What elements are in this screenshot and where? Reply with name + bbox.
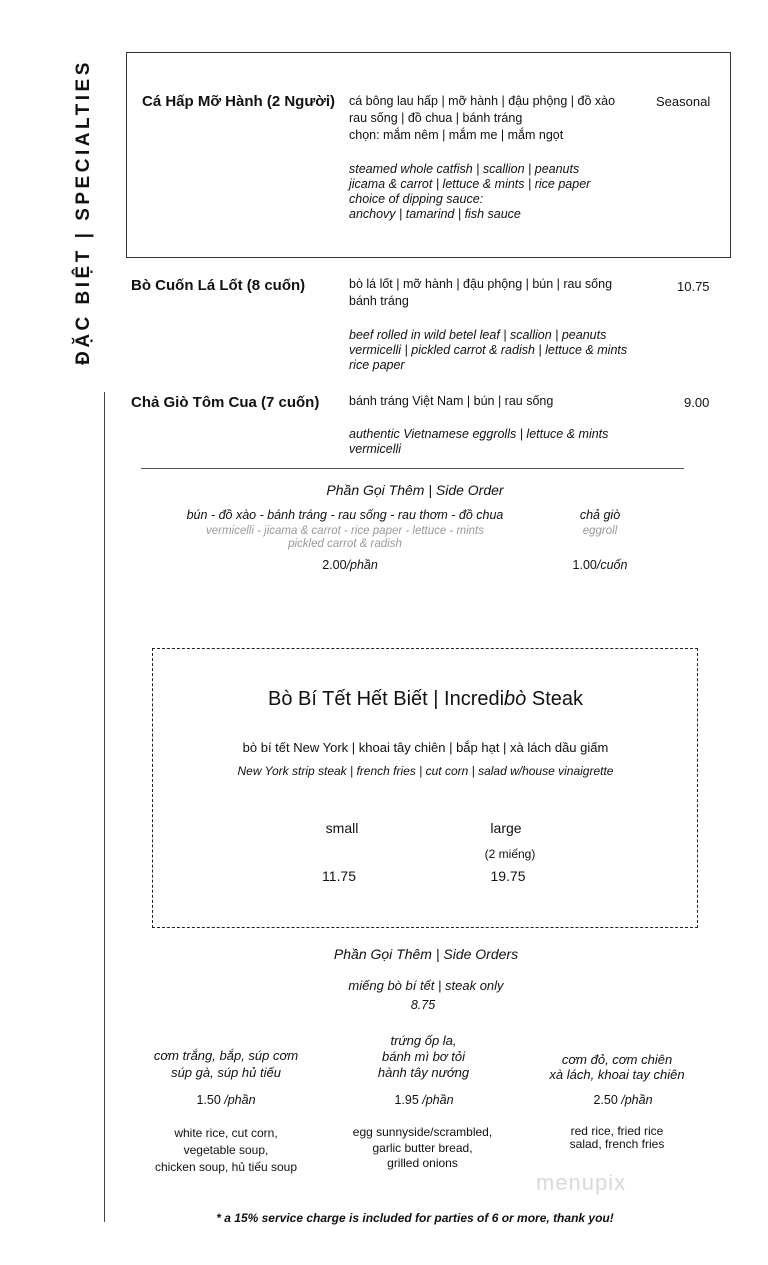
desc-line: authentic Vietnamese eggrolls | lettuce & mints [349, 427, 609, 441]
featured-item-box [126, 52, 731, 258]
side-col-vn [517, 1052, 717, 1082]
desc-line: chicken soup, hủ tiếu soup [154, 1160, 298, 1174]
item-price: Seasonal [656, 94, 711, 109]
desc-line: chọn: mắm nêm | mắm me | mắm ngọt [349, 128, 564, 142]
side-order-eggroll-price [545, 558, 655, 572]
section-title-text: ĐẶC BIỆT | SPECIALTIES [73, 59, 94, 365]
price-value: 1.95 [394, 1093, 419, 1107]
side-col-price [156, 1093, 296, 1107]
item-name: Bò Cuốn Lá Lốt (8 cuốn) [131, 277, 306, 294]
side-order-price [270, 558, 430, 572]
steak-large-label: large [490, 820, 522, 836]
desc-line: red rice, fried rice [570, 1124, 664, 1138]
desc-line: xà lách, khoai tay chiên [549, 1067, 685, 1082]
item-price: 9.00 [684, 395, 710, 410]
side-col-en [320, 1125, 525, 1172]
desc-line: anchovy | tamarind | fish sauce [349, 207, 521, 221]
desc-line: bò lá lốt | mỡ hành | đậu phộng | bún | rau sống [349, 277, 613, 291]
steak-large-price: 19.75 [490, 868, 526, 884]
desc-line: pickled carrot & radish [288, 538, 402, 550]
desc-line: cơm trắng, bắp, súp cơm [153, 1048, 299, 1063]
side-col-vn [121, 1047, 331, 1081]
item-vn-description [349, 276, 649, 310]
watermark-logo: menupix [536, 1170, 627, 1195]
side-order-en-list [180, 525, 510, 551]
desc-line: steamed whole catfish | scallion | peanuts [349, 162, 580, 176]
item-vn-description [349, 93, 649, 144]
desc-line: vermicelli | pickled carrot & radish | lettuce & mints [349, 343, 628, 357]
item-name: Chả Giò Tôm Cua (7 cuốn) [131, 394, 320, 411]
item-en-description [349, 328, 659, 373]
item-en-description [349, 162, 649, 222]
item-en-description [349, 427, 649, 457]
item-name: Cá Hấp Mỡ Hành (2 Người) [142, 93, 336, 110]
side-order-vn-list: bún - đồ xào - bánh tráng - rau sống - rau thơm - đồ chua [186, 508, 504, 522]
side-order-eggroll-vn: chả giò [579, 508, 621, 522]
footnote: * a 15% service charge is included for parties of 6 or more, thank you! [216, 1211, 614, 1225]
desc-line: trứng ốp la, [390, 1033, 457, 1048]
price-unit: /phần [346, 558, 378, 572]
desc-line: súp gà, súp hủ tiếu [171, 1065, 281, 1080]
steak-small-label: small [325, 820, 359, 836]
price-value: 1.50 [196, 1093, 221, 1107]
steak-title-part: Steak [526, 688, 583, 710]
side-order-eggroll-en: eggroll [582, 525, 618, 537]
side-col-en [517, 1125, 717, 1151]
desc-line: vermicelli - jicama & carrot - rice paper - lettuce - mints [206, 525, 484, 537]
price-unit: /phần [617, 1093, 653, 1107]
desc-line: rau sống | đồ chua | bánh tráng [349, 111, 523, 125]
desc-line: grilled onions [387, 1156, 458, 1170]
steak-only-label: miếng bò bí tết | steak only [348, 978, 504, 993]
price-unit: /phần [220, 1093, 256, 1107]
price-unit: /phần [418, 1093, 454, 1107]
desc-line: cá bông lau hấp | mỡ hành | đậu phộng | đồ xào [349, 94, 616, 108]
item-vn-description [349, 393, 649, 410]
price-value: 2.00 [322, 558, 347, 572]
section-divider-line [104, 392, 105, 1222]
steak-title [152, 688, 699, 711]
side-order-title: Phần Gọi Thêm | Side Order [326, 482, 504, 498]
desc-line: vermicelli [349, 442, 402, 456]
desc-line: bánh tráng [349, 294, 409, 308]
steak-large-note: (2 miếng) [484, 847, 536, 861]
horizontal-divider [141, 468, 684, 469]
side-orders-title: Phần Gọi Thêm | Side Orders [333, 946, 519, 962]
steak-en-description: New York strip steak | french fries | cut corn | salad w/house vinaigrette [237, 764, 614, 778]
desc-line: beef rolled in wild betel leaf | scallion | peanuts [349, 328, 607, 342]
steak-small-price: 11.75 [322, 868, 356, 884]
side-col-vn [326, 1033, 521, 1081]
desc-line: rice paper [349, 358, 405, 372]
desc-line: bánh mì bơ tỏi [381, 1049, 465, 1064]
steak-vn-description: bò bí tết New York | khoai tây chiên | bắp hạt | xà lách dầu giấm [242, 740, 609, 755]
side-col-price [553, 1093, 693, 1107]
desc-line: vegetable soup, [183, 1143, 269, 1157]
desc-line: salad, french fries [569, 1137, 665, 1151]
section-title [62, 52, 106, 372]
side-col-en [121, 1125, 331, 1176]
desc-line: bánh tráng Việt Nam | bún | rau sống [349, 394, 554, 408]
steak-title-part: Bò Bí Tết Hết Biết | Incredi [268, 688, 505, 710]
desc-line: choice of dipping sauce: [349, 192, 484, 206]
steak-title-part: bò [504, 688, 527, 710]
desc-line: egg sunnyside/scrambled, [352, 1125, 493, 1139]
desc-line: white rice, cut corn, [174, 1126, 278, 1140]
desc-line: cơm đỏ, cơm chiên [561, 1052, 673, 1067]
price-value: 2.50 [593, 1093, 618, 1107]
desc-line: garlic butter bread, [372, 1140, 473, 1155]
steak-only-price: 8.75 [410, 998, 436, 1012]
desc-line: hành tây nướng [377, 1065, 470, 1080]
price-value: 1.00 [572, 558, 597, 572]
desc-line: jicama & carrot | lettuce & mints | rice paper [349, 177, 591, 191]
item-price: 10.75 [677, 279, 710, 294]
side-col-price [354, 1093, 494, 1107]
price-unit: /cuốn [596, 558, 628, 572]
